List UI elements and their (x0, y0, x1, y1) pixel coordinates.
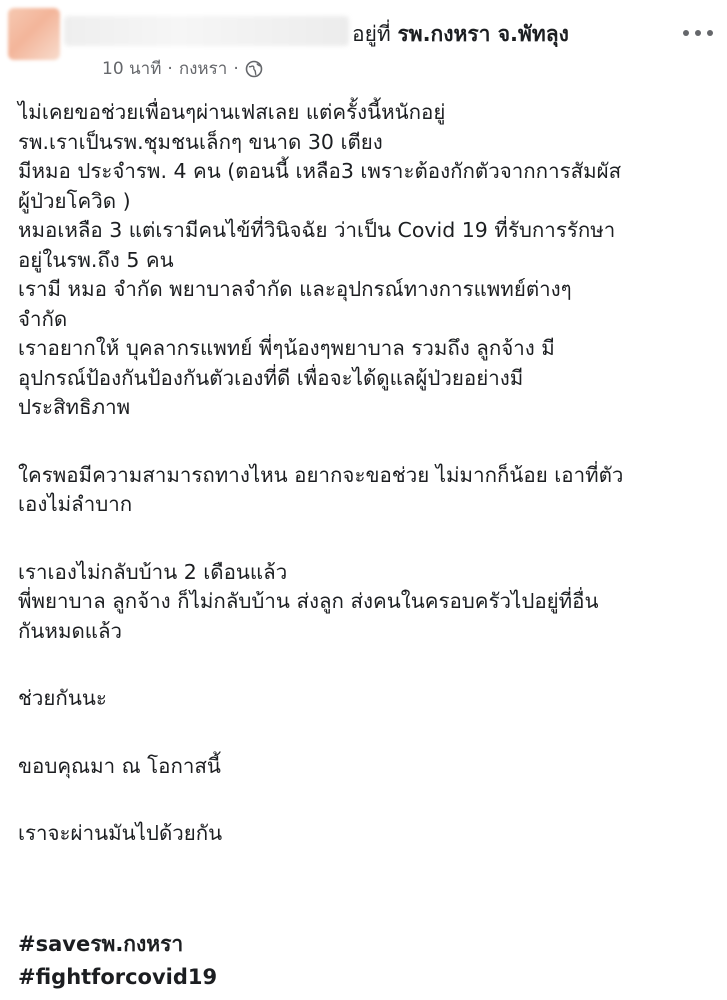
body-line: เรามี หมอ จำกัด พยาบาลจำกัด และอุปกรณ์ทางการแพทย์ต่างๆ (18, 277, 572, 301)
body-line: เราเองไม่กลับบ้าน 2 เดือนแล้ว (18, 559, 288, 584)
hashtag-link[interactable]: #fightforcovid19 (18, 965, 218, 989)
body-line: ใครพอมีความสามารถทางไหน อยากจะขอช่วย ไม่มากก็น้อย เอาที่ตัว (18, 462, 624, 487)
body-line: หมอเหลือ 3 แต่เรามีคนไข้ที่วินิจฉัย ว่าเป็น Covid 19 ที่รับการรักษา (18, 218, 616, 242)
checkin-prefix: อยู่ที่ (352, 22, 391, 46)
body-line: ผู้ป่วยโควิด ) (18, 188, 131, 213)
body-line: เราจะผ่านมันไปด้วยกัน (18, 821, 223, 845)
body-line: มีหมอ ประจำรพ. 4 คน (ตอนนี้ เหลือ3 เพราะต้องกักตัวจากการสัมผัส (18, 159, 622, 183)
post-header (0, 0, 727, 90)
hashtag-link[interactable]: #saveรพ.กงหรา (18, 932, 184, 956)
body-line: เราอยากให้ บุคลากรแพทย์ พี่ๆน้องๆพยาบาล รวมถึง ลูกจ้าง มี (18, 336, 555, 360)
author-checkin-line (352, 20, 569, 48)
paragraph-gap (18, 423, 718, 461)
body-line: ประสิทธิภาพ (18, 395, 131, 419)
paragraph-gap (18, 520, 718, 558)
post-place[interactable]: กงหรา (178, 59, 228, 79)
body-line: ขอบคุณมา ณ โอกาสนี้ (18, 753, 221, 778)
body-line: จำกัด (18, 306, 68, 331)
checkin-location-link[interactable]: รพ.กงหรา จ.พัทลุง (397, 22, 569, 46)
paragraph-gap (18, 781, 718, 819)
paragraph-gap (18, 646, 718, 684)
body-line: อยู่ในรพ.ถึง 5 คน (18, 247, 174, 272)
paragraph-gap (18, 714, 718, 752)
body-line: ช่วยกันนะ (18, 686, 107, 710)
body-line: กันหมดแล้ว (18, 618, 123, 643)
body-line: ไม่เคยขอช่วยเพื่อนๆผ่านเฟสเลย แต่ครั้งนี้หนักอยู่ (18, 100, 446, 124)
meta-separator: · (167, 59, 173, 79)
meta-separator: · (233, 59, 239, 79)
more-options-icon[interactable] (676, 18, 720, 48)
avatar[interactable] (8, 8, 60, 60)
post-meta (102, 57, 263, 81)
post-timestamp[interactable]: 10 นาที (102, 59, 162, 79)
body-line: รพ.เราเป็นรพ.ชุมชนเล็กๆ ขนาด 30 เตียง (18, 129, 383, 154)
body-line: เองไม่ลำบาก (18, 492, 133, 516)
hashtag-list (18, 928, 217, 994)
post-body (18, 98, 718, 849)
globe-icon[interactable] (245, 60, 263, 78)
body-line: อุปกรณ์ป้องกันป้องกันตัวเองที่ดี เพื่อจะได้ดูแลผู้ป่วยอย่างมี (18, 365, 524, 390)
author-name-blurred[interactable] (64, 16, 349, 46)
body-line: พี่พยาบาล ลูกจ้าง ก็ไม่กลับบ้าน ส่งลูก ส่งคนในครอบครัวไปอยู่ที่อื่น (18, 589, 599, 613)
